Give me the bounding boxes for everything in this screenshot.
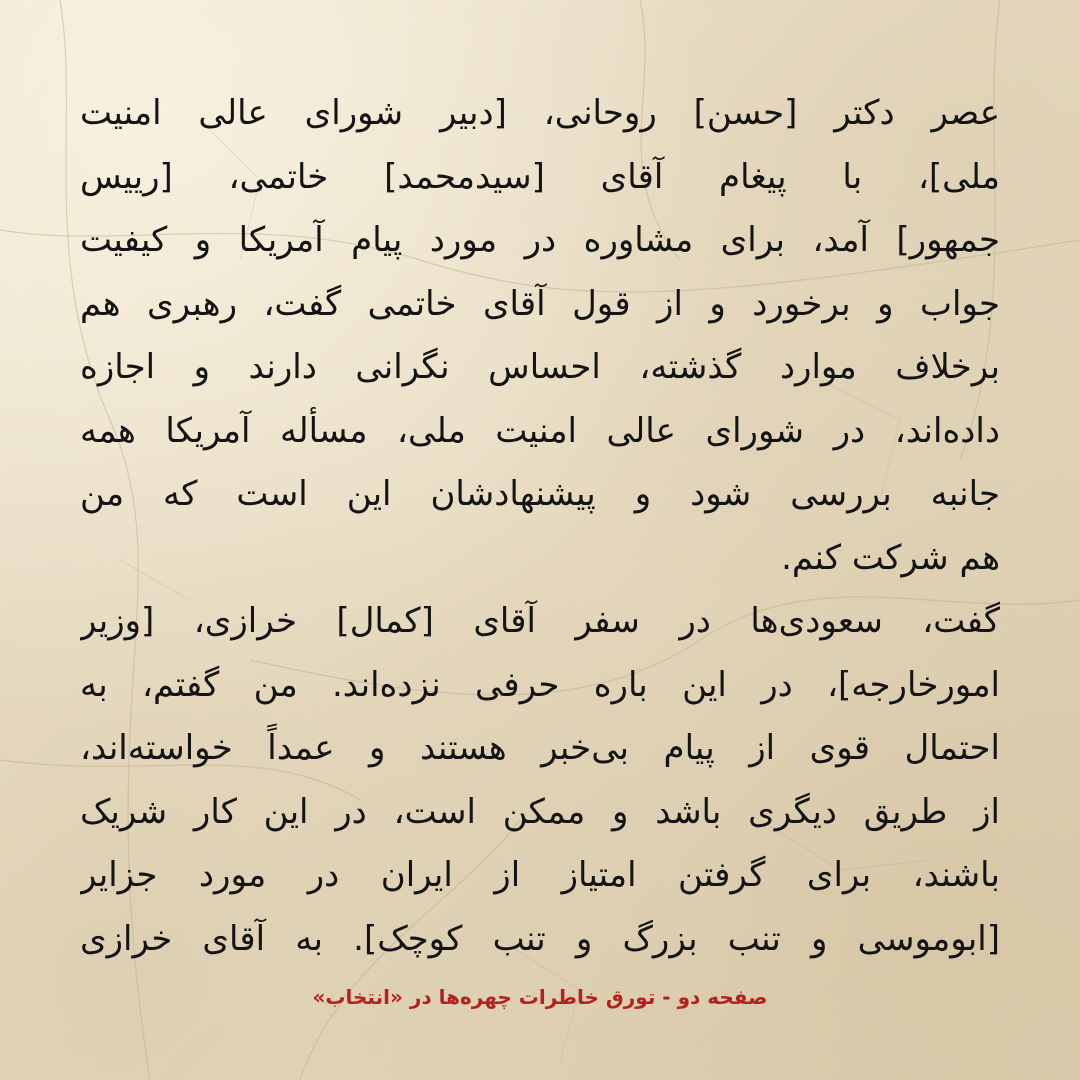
text-line: جواب و برخورد و از قول آقای خاتمی گفت، رهبری هم xyxy=(80,283,1000,324)
text-line: [ابوموسی و تنب بزرگ و تنب کوچک]. به آقای خرازی xyxy=(80,918,1000,959)
text-line: باشند، برای گرفتن امتیاز از ایران در مورد جزایر xyxy=(80,855,1000,895)
text-line: جمهور] آمد، برای مشاوره در مورد پیام آمریکا و کیفیت xyxy=(80,220,1000,260)
text-line: امورخارجه]، در این باره حرفی نزده‌اند. من گفتم، به xyxy=(80,664,1000,705)
paragraph-2 xyxy=(80,590,1000,971)
text-line: هم شرکت کنم. xyxy=(781,537,1000,578)
text-line: از طریق دیگری باشد و ممکن است، در این کار شریک xyxy=(80,791,1000,832)
text-line: ملی]، با پیغام آقای [سیدمحمد] خاتمی، [رییس xyxy=(80,156,1000,197)
memoir-text xyxy=(80,82,1000,971)
text-line: جانبه بررسی شود و پیشنهادشان این است که من xyxy=(80,474,1000,514)
text-line: داده‌اند، در شورای عالی امنیت ملی، مسأله آمریکا همه xyxy=(80,410,1000,451)
text-line: احتمال قوی از پیام بی‌خبر هستند و عمداً خواسته‌اند، xyxy=(80,728,1000,768)
page-caption: صفحه دو - تورق خاطرات چهره‌ها در «انتخاب» xyxy=(312,985,768,1009)
text-line: گفت، سعودی‌ها در سفر آقای [کمال] خرازی، [وزیر xyxy=(80,601,1000,641)
text-line: عصر دکتر [حسن] روحانی، [دبیر شورای عالی امنیت xyxy=(80,93,1000,133)
paragraph-1 xyxy=(80,82,1000,590)
text-line: برخلاف موارد گذشته، احساس نگرانی دارند و اجازه xyxy=(80,347,1000,387)
